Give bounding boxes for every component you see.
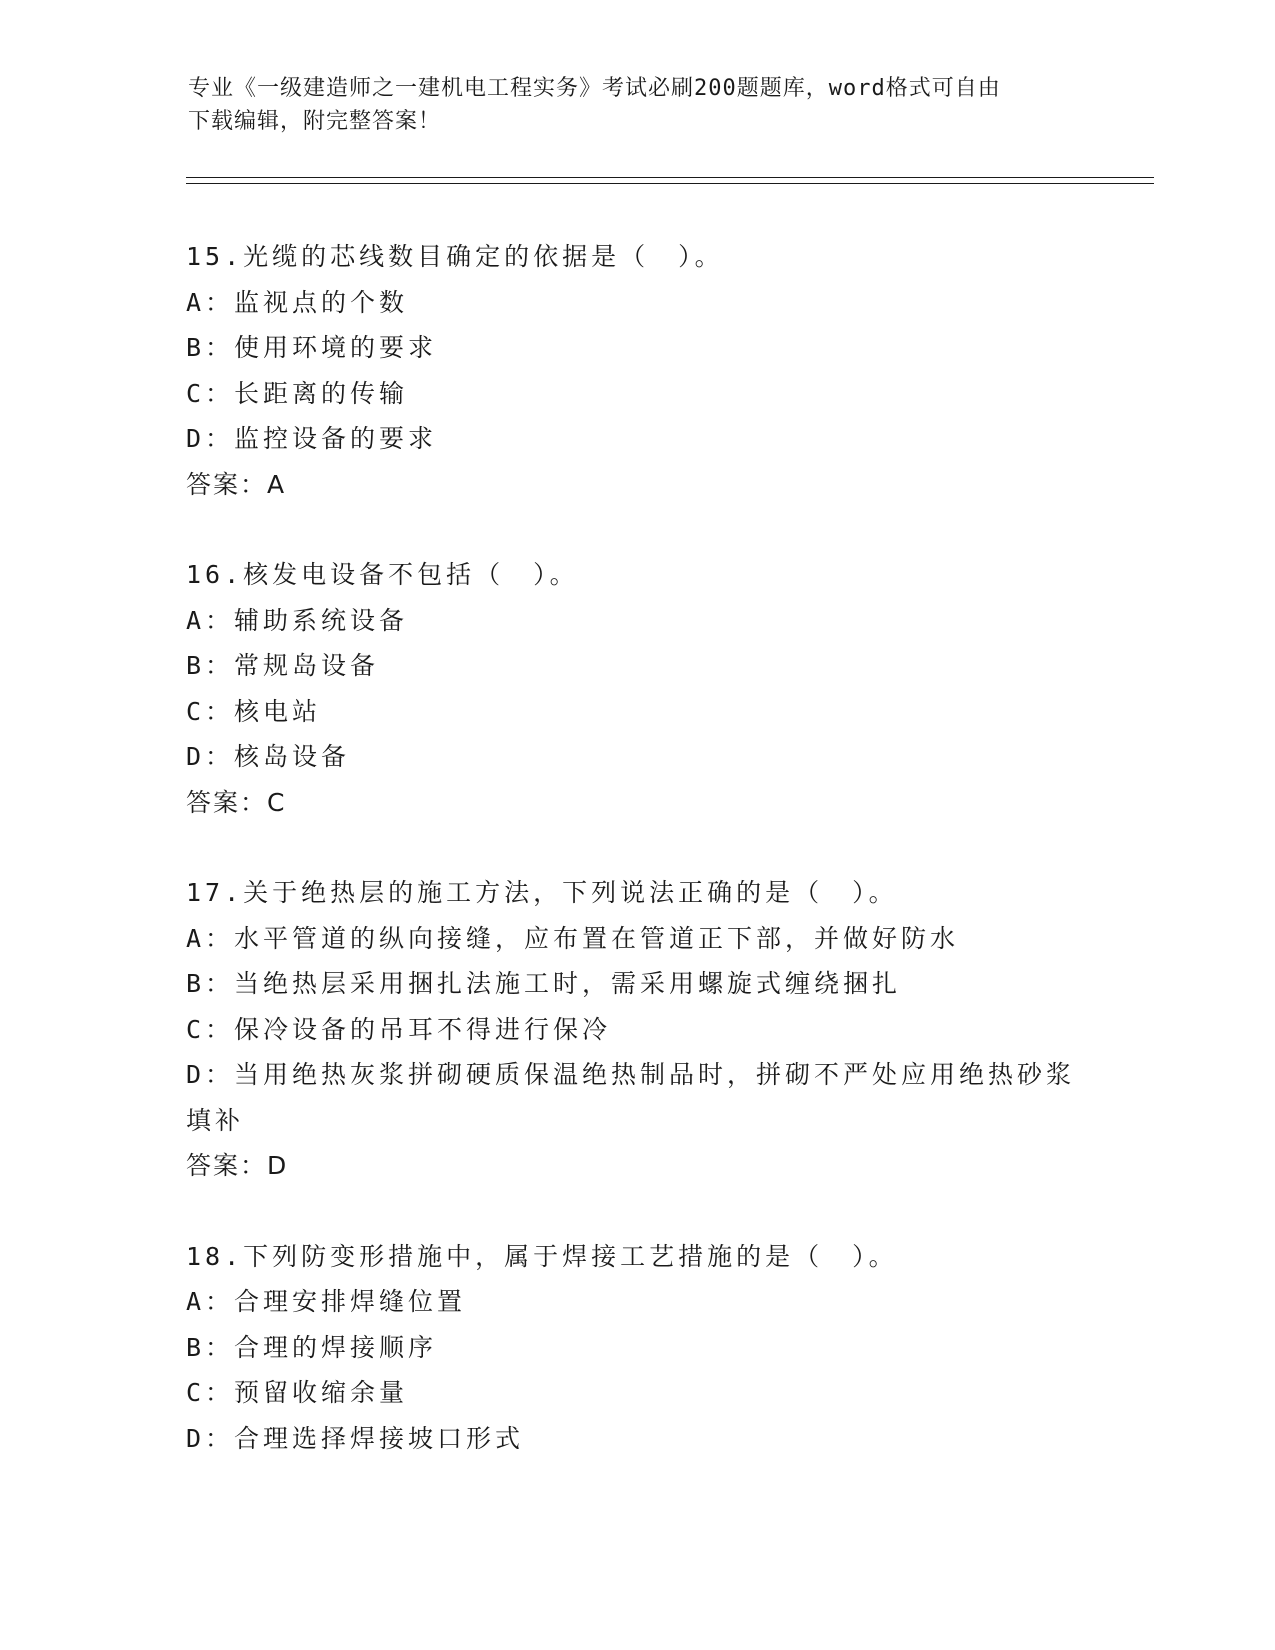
header-divider-bottom: [186, 183, 1154, 184]
question-16: [186, 552, 1086, 825]
answer: 答案：A: [186, 469, 287, 499]
option-c: C：预留收缩余量: [186, 1378, 409, 1407]
option-a: A：水平管道的纵向接缝，应布置在管道正下部，并做好防水: [186, 923, 960, 953]
option-b: B：当绝热层采用捆扎法施工时，需采用螺旋式缠绕捆扎: [186, 969, 902, 998]
answer: 答案：C: [186, 787, 287, 817]
header-line-1: 专业《一级建造师之一建机电工程实务》考试必刷200题题库，word格式可自由: [188, 76, 1001, 101]
question-18: [186, 1234, 1086, 1462]
option-c: C：核电站: [186, 696, 322, 726]
option-d: D：核岛设备: [186, 742, 351, 771]
option-d: D：当用绝热灰浆拼砌硬质保温绝热制品时，拼砌不严处应用绝热砂浆填补: [186, 1060, 1076, 1135]
question-stem: 15.光缆的芯线数目确定的依据是（ ）。: [186, 242, 724, 271]
option-d: D：合理选择焊接坡口形式: [186, 1423, 525, 1453]
question-17: [186, 870, 1086, 1189]
header-divider-top: [186, 177, 1154, 178]
answer: 答案：D: [186, 1151, 289, 1180]
document-header: [188, 72, 1088, 138]
option-c: C：长距离的传输: [186, 378, 409, 408]
header-line-2: 下载编辑，附完整答案！: [188, 109, 442, 134]
option-d: D：监控设备的要求: [186, 424, 438, 453]
question-stem: 16.核发电设备不包括（ ）。: [186, 560, 579, 589]
question-stem: 18.下列防变形措施中，属于焊接工艺措施的是（ ）。: [186, 1241, 898, 1271]
option-c: C：保冷设备的吊耳不得进行保冷: [186, 1014, 612, 1044]
question-list: [186, 234, 1086, 1506]
option-a: A：监视点的个数: [186, 287, 409, 317]
option-a: A：合理安排焊缝位置: [186, 1287, 467, 1316]
option-b: B：合理的焊接顺序: [186, 1332, 438, 1362]
question-stem: 17.关于绝热层的施工方法，下列说法正确的是（ ）。: [186, 878, 898, 907]
option-b: B：常规岛设备: [186, 651, 380, 680]
question-15: [186, 234, 1086, 507]
option-a: A：辅助系统设备: [186, 605, 409, 635]
option-b: B：使用环境的要求: [186, 333, 438, 362]
